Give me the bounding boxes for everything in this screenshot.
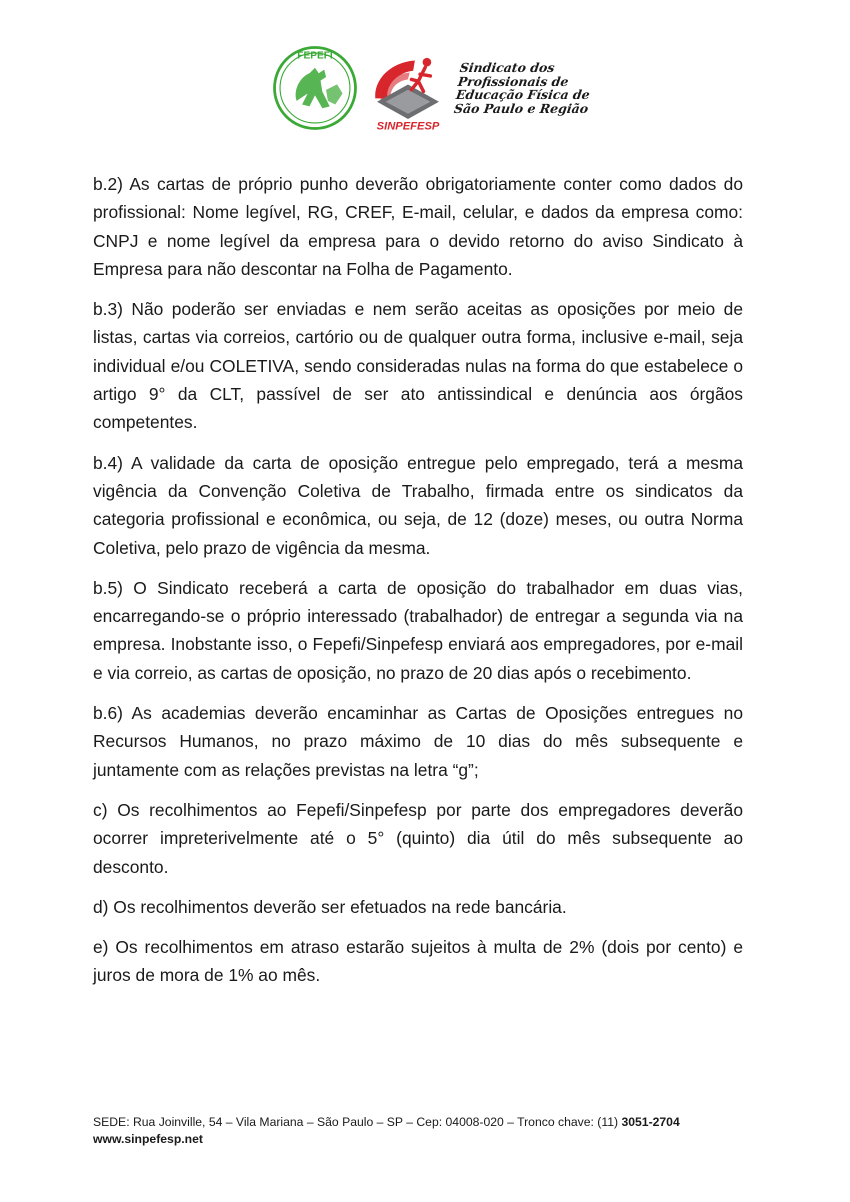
footer-phone: 3051-2704 [621, 1115, 680, 1129]
fepefi-logo-text: FEPEFI [297, 50, 333, 62]
paragraph-b5: b.5) O Sindicato receberá a carta de oposição do trabalhador em duas vias, encarregando-se o próprio interessado (trabalhador) de entregar a segunda via na empresa. Inobstante isso, o Fepefi/Sinpefesp enviará aos empregadores, por e-mail e via correio, as cartas de oposição, no prazo de 20 dias após o recebimento. [93, 577, 743, 683]
paragraph-b4: b.4) A validade da carta de oposição entregue pelo empregado, terá a mesma vigência da Convenção Coletiva de Trabalho, firmada entre os sindicatos da categoria profissional e econômica, ou seja, de 12 (doze) meses, ou outra Norma Coletiva, pelo prazo de vigência da mesma. [93, 452, 743, 558]
tagline-line: Educação Física de [454, 87, 591, 102]
footer-address: SEDE: Rua Joinville, 54 – Vila Mariana – São Paulo – SP – Cep: 04008-020 – Tronco chave: (11) [93, 1115, 622, 1129]
sinpefesp-logo-text: SINPEFESP [376, 120, 440, 131]
paragraph-e: e) Os recolhimentos em atraso estarão sujeitos à multa de 2% (dois por cento) e juros de mora de 1% ao mês. [93, 937, 743, 986]
paragraph-c: c) Os recolhimentos ao Fepefi/Sinpefesp por parte dos empregadores deverão ocorrer impreterivelmente até o 5° (quinto) dia útil do mês subsequente ao desconto. [93, 799, 743, 877]
sinpefesp-logo [365, 45, 451, 131]
logo-group [269, 42, 591, 134]
union-tagline [453, 61, 595, 115]
letterhead [0, 38, 850, 138]
document-body [93, 170, 743, 1002]
fepefi-logo [269, 42, 361, 134]
paragraph-b3: b.3) Não poderão ser enviadas e nem serão aceitas as oposições por meio de listas, cartas via correios, cartório ou de qualquer outra forma, inclusive e-mail, seja individual e/ou COLETIVA, sendo consideradas nulas na forma do que estabelece o artigo 9° da CLT, passível de ser ato antissindical e denúncia aos órgãos competentes. [93, 299, 743, 433]
footer-website[interactable]: www.sinpefesp.net [93, 1132, 203, 1146]
paragraph-b2: b.2) As cartas de próprio punho deverão obrigatoriamente conter como dados do profissional: Nome legível, RG, CREF, E-mail, celular, e dados da empresa como: CNPJ e nome legível da empresa para o devido retorno do aviso Sindicato à Empresa para não descontar na Folha de Pagamento. [93, 174, 743, 279]
paragraph-b6: b.6) As academias deverão encaminhar as Cartas de Oposições entregues no Recursos Humanos, no prazo máximo de 10 dias do mês subsequente e juntamente com as relações previstas na letra “g”; [93, 703, 743, 780]
tagline-line: Sindicato dos [458, 60, 556, 75]
tagline-line: São Paulo e Região [453, 100, 590, 116]
tagline-line: Profissionais de [456, 73, 570, 89]
paragraph-d: d) Os recolhimentos deverão ser efetuados na rede bancária. [93, 896, 567, 917]
footer [93, 1114, 793, 1148]
footer-address-line [93, 1114, 793, 1131]
